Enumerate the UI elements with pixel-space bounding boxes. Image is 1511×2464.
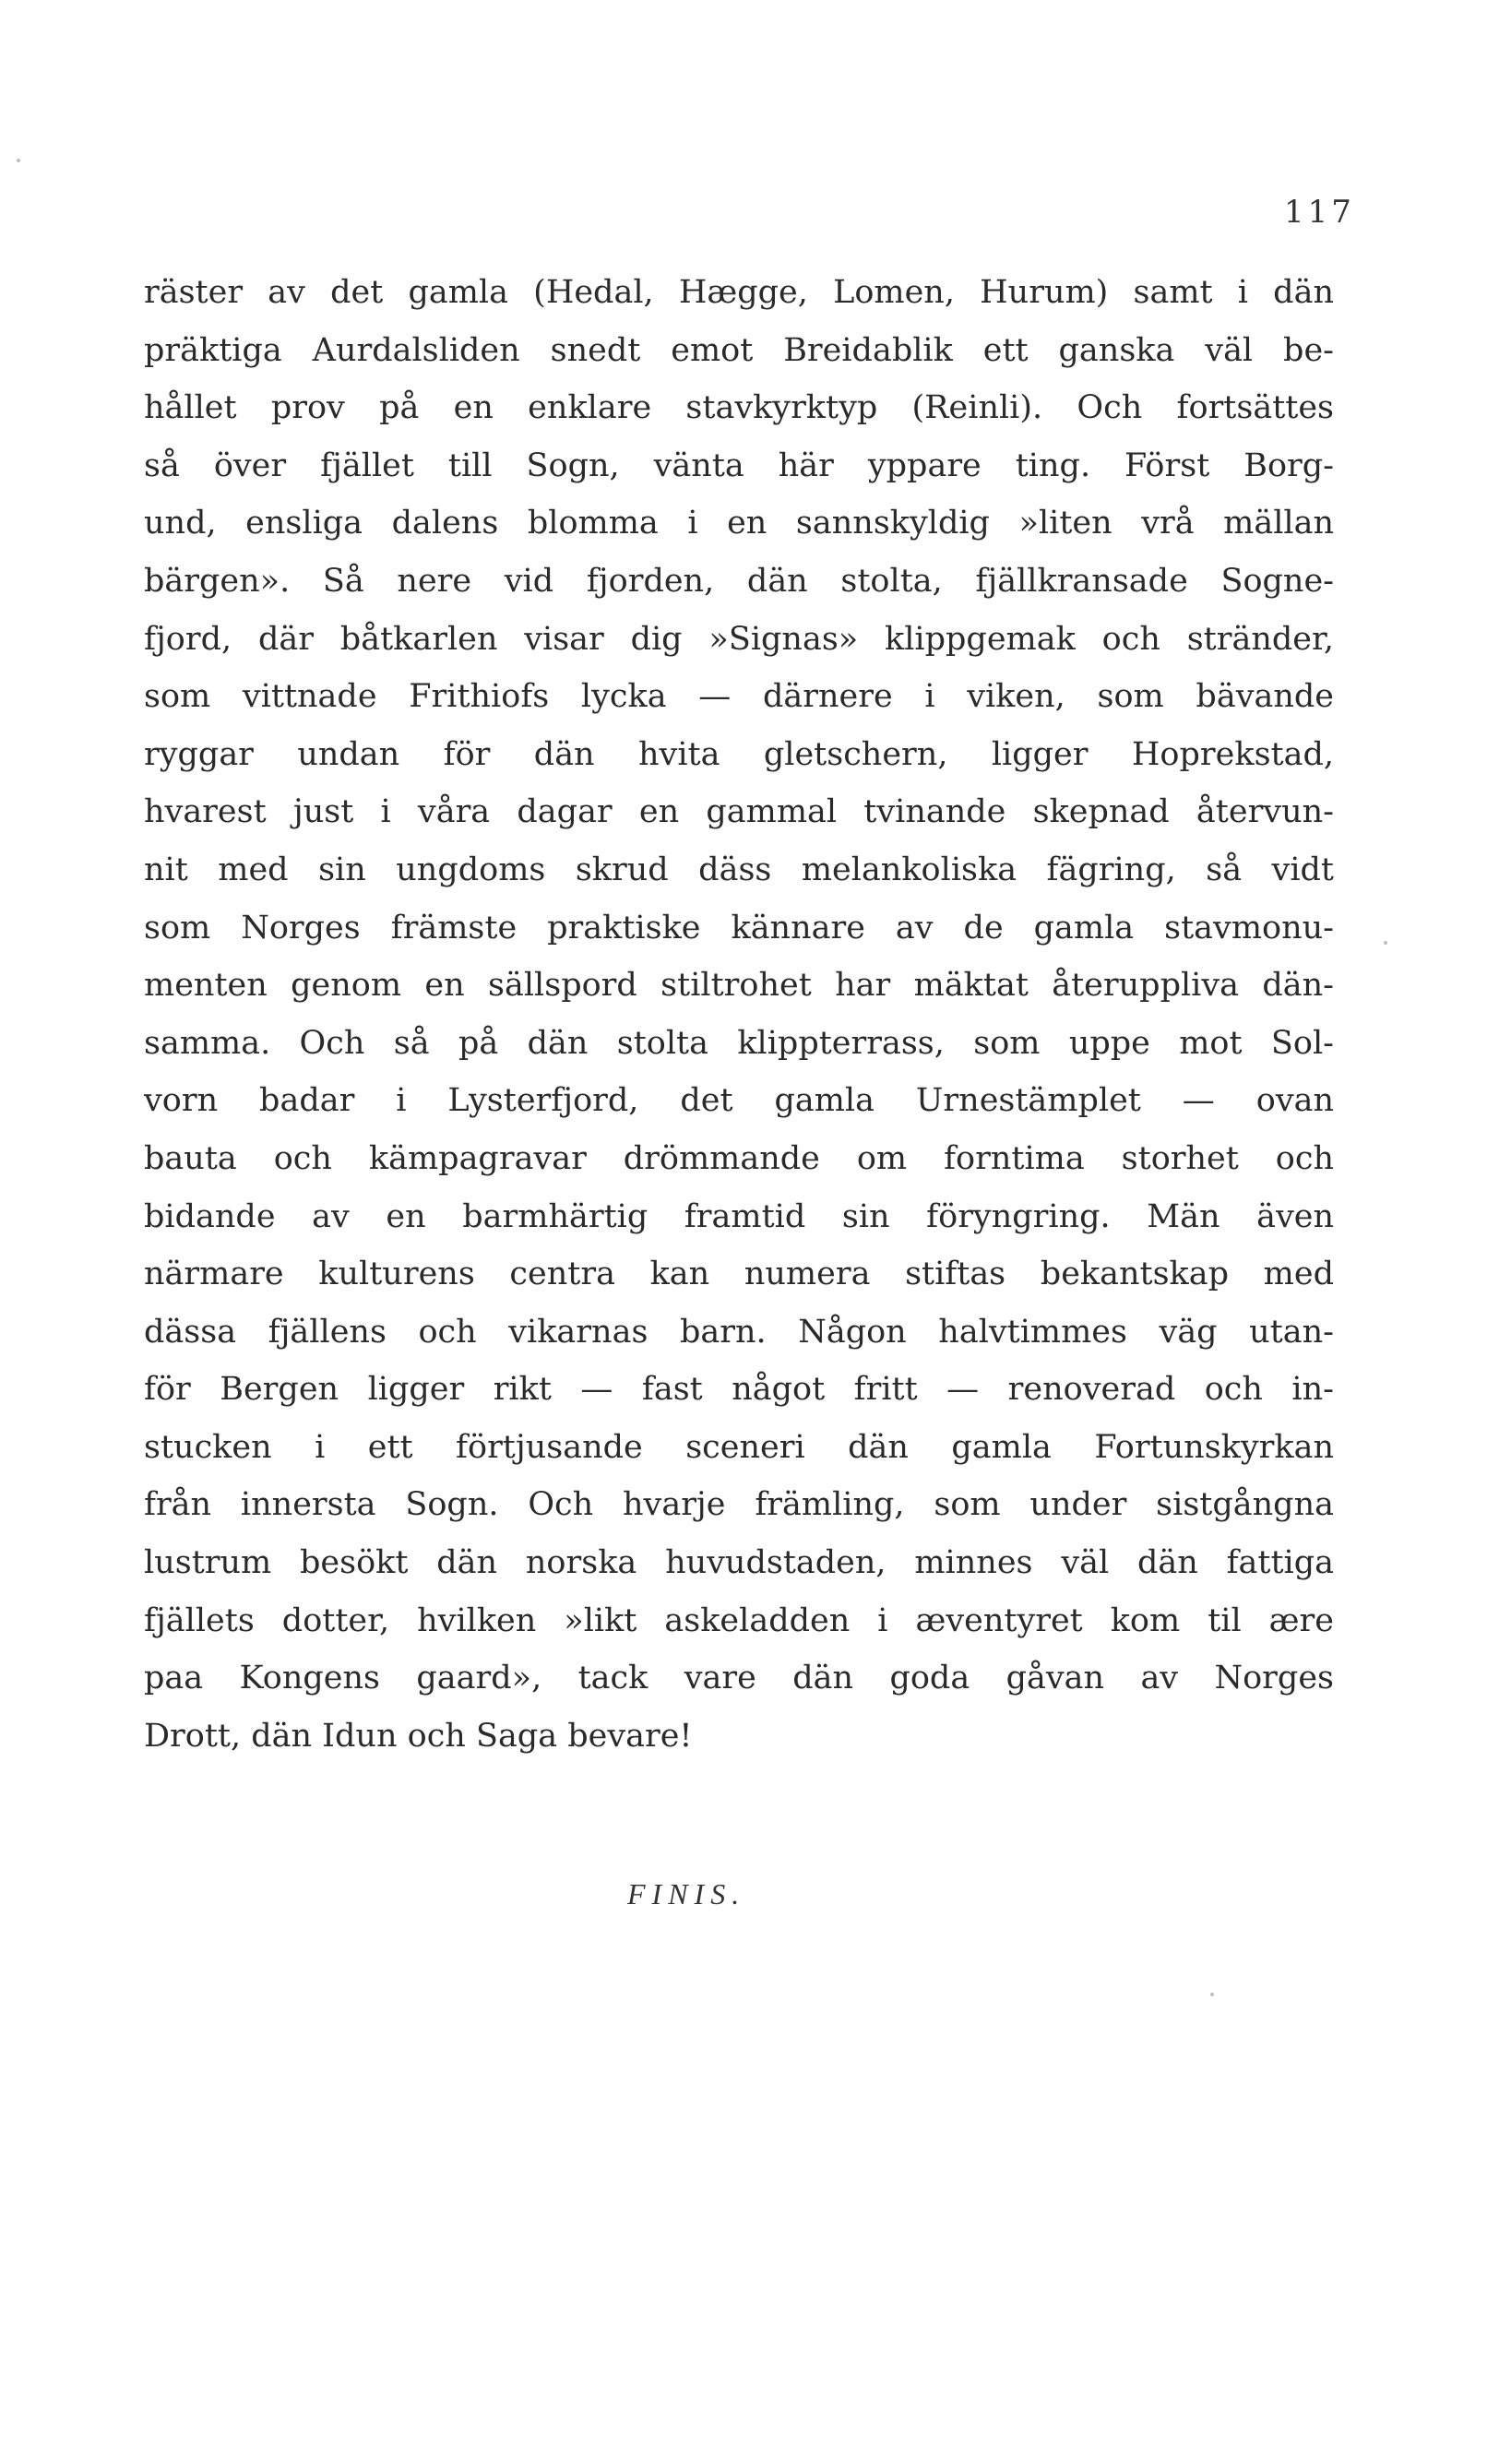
text-line: paa Kongens gaard», tack vare dän goda gåvan av Norges <box>144 1660 1334 1697</box>
text-line: så över fjället till Sogn, vänta här yppare ting. Först Borg- <box>144 446 1334 484</box>
text-line: präktiga Aurdalsliden snedt emot Breidablik ett ganska väl be- <box>144 331 1334 369</box>
text-line: fjällets dotter, hvilken »likt askeladden i æventyret kom til ære <box>144 1601 1334 1639</box>
finis-label: FINIS. <box>627 1877 746 1910</box>
text-line: hvarest just i våra dagar en gammal tvinande skepnad återvun- <box>144 793 1334 831</box>
text-line: ryggar undan för dän hvita gletschern, ligger Hoprekstad, <box>144 735 1334 773</box>
text-line: fjord, där båtkarlen visar dig »Signas» klippgemak och stränder, <box>144 620 1334 658</box>
text-line: som vittnade Frithiofs lycka — därnere i viken, som bävande <box>144 678 1334 716</box>
text-line: bauta och kämpagravar drömmande om forntima storhet och <box>144 1139 1334 1177</box>
text-line: hållet prov på en enklare stavkyrktyp (Reinli). Och fortsättes <box>144 389 1334 427</box>
paper-speck <box>17 159 20 162</box>
text-line-last: Drott, dän Idun och Saga bevare! <box>144 1717 693 1755</box>
text-line: dässa fjällens och vikarnas barn. Någon halvtimmes väg utan- <box>144 1313 1334 1351</box>
text-line: vorn badar i Lysterfjord, det gamla Urnestämplet — ovan <box>144 1082 1334 1120</box>
text-line: menten genom en sällspord stiltrohet har mäktat återuppliva dän- <box>144 967 1334 1005</box>
text-line: för Bergen ligger rikt — fast något fritt — renoverad och in- <box>144 1371 1334 1409</box>
paper-speck <box>1210 1993 1214 1996</box>
text-line: lustrum besökt dän norska huvudstaden, minnes väl dän fattiga <box>144 1544 1334 1582</box>
text-line: stucken i ett förtjusande sceneri dän gamla Fortunskyrkan <box>144 1428 1334 1466</box>
text-line: samma. Och så på dän stolta klippterrass, som uppe mot Sol- <box>144 1024 1334 1062</box>
text-line: räster av det gamla (Hedal, Hægge, Lomen, Hurum) samt i dän <box>144 274 1334 311</box>
text-line: som Norges främste praktiske kännare av de gamla stavmonu- <box>144 909 1334 946</box>
page-number: 117 <box>1284 194 1355 231</box>
body-paragraph <box>144 264 1334 1765</box>
text-line: und, ensliga dalens blomma i en sannskyldig »liten vrå mällan <box>144 505 1334 542</box>
text-line: närmare kulturens centra kan numera stiftas bekantskap med <box>144 1256 1334 1293</box>
text-line: bidande av en barmhärtig framtid sin föryngring. Män även <box>144 1197 1334 1235</box>
text-line: bärgen». Så nere vid fjorden, dän stolta, fjällkransade Sogne- <box>144 562 1334 600</box>
text-line: från innersta Sogn. Och hvarje främling, som under sistgångna <box>144 1486 1334 1524</box>
text-line: nit med sin ungdoms skrud däss melankoliska fägring, så vidt <box>144 851 1334 888</box>
paper-speck <box>1384 941 1387 945</box>
